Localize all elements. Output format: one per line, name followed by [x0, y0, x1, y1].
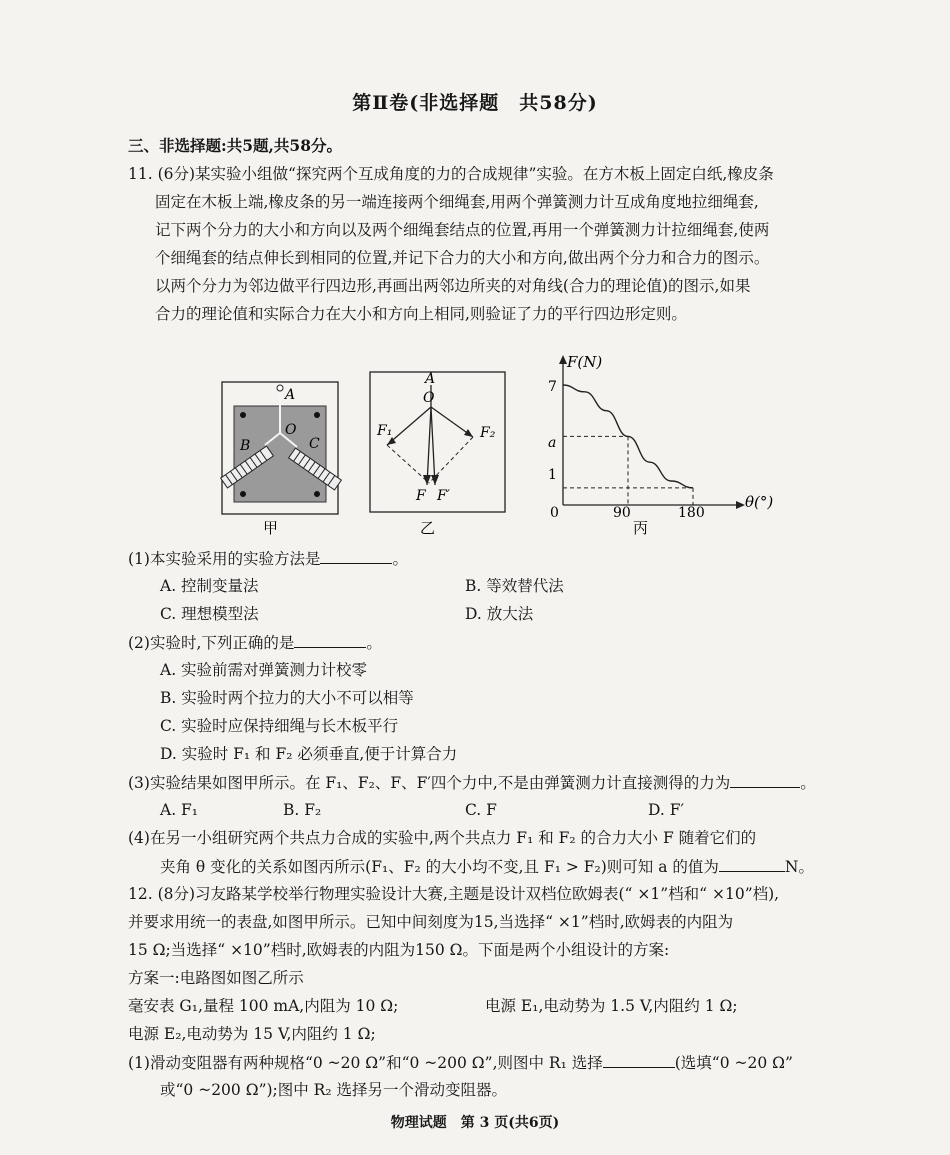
x-tick-90: 90: [613, 505, 631, 521]
label-F1: F₁: [377, 423, 393, 439]
q11-p2-option-D: D. 实验时 F₁ 和 F₂ 必须垂直,便于计算合力: [160, 745, 458, 763]
q11-p1-option-B: B. 等效替代法: [465, 577, 564, 595]
q11-p1-option-A: A. 控制变量法: [160, 577, 259, 595]
q12-line-2: 并要求用统一的表盘,如图甲所示。已知中间刻度为15,当选择“ ×1”档时,欧姆表的内阻为: [128, 913, 734, 931]
q11-part3: (3)实验结果如图甲所示。在 F₁、F₂、F、F′四个力中,不是由弹簧测力计直接测得的力为 。: [128, 771, 816, 794]
q12-meter: 毫安表 G₁,量程 100 mA,内阻为 10 Ω;: [128, 997, 399, 1015]
q11-p2-option-C: C. 实验时应保持细绳与长木板平行: [160, 717, 399, 735]
y-tick-1: 1: [548, 467, 557, 483]
label-F: F: [416, 488, 426, 504]
label-O-jia: O: [285, 422, 297, 438]
caption-bing: 丙: [633, 519, 649, 537]
q11-part1: (1)本实验采用的实验方法是 。: [128, 547, 408, 570]
page-footer: 物理试题 第 3 页(共6页): [390, 1115, 560, 1131]
q11-p3-option-B: B. F₂: [283, 801, 322, 819]
label-A-jia: A: [285, 387, 296, 403]
q11-line-2: 固定在木板上端,橡皮条的另一端连接两个细绳套,用两个弹簧测力计互成角度地拉细绳套,: [155, 193, 759, 211]
y-axis-arrow: [559, 355, 567, 364]
q11-p3-option-D: D. F′: [648, 801, 685, 819]
q11-p1-option-D: D. 放大法: [465, 605, 534, 623]
q11-line-6: 合力的理论值和实际合力在大小和方向上相同,则验证了力的平行四边形定则。: [155, 305, 687, 323]
figure-jia: [221, 382, 342, 537]
q12-line-3: 15 Ω;当选择“ ×10”档时,欧姆表的内阻为150 Ω。下面是两个小组设计的方案:: [128, 941, 670, 959]
q11-p2-option-A: A. 实验前需对弹簧测力计校零: [160, 661, 368, 679]
origin-label: 0: [550, 505, 559, 521]
y-tick-7: 7: [548, 379, 557, 395]
q11-line-5: 以两个分力为邻边做平行四边形,再画出两邻边所夹的对角线(合力的理论值)的图示,如果: [155, 277, 751, 295]
label-C-jia: C: [309, 436, 320, 452]
q11-line-3: 记下两个分力的大小和方向以及两个细绳套结点的位置,再用一个弹簧测力计拉细绳套,使两: [155, 221, 770, 239]
q11-part2: (2)实验时,下列正确的是 。: [128, 631, 382, 654]
q11-line-1: 11. (6分)某实验小组做“探究两个互成角度的力的合成规律”实验。在方木板上固定白纸,橡皮条: [128, 165, 774, 183]
x-axis-label: θ(°): [745, 493, 774, 511]
q11-part4-line2: 夹角 θ 变化的关系如图丙所示(F₁、F₂ 的大小均不变,且 F₁ > F₂)则可知 a 的值为 N。: [160, 855, 814, 878]
q11-p3-option-A: A. F₁: [160, 801, 199, 819]
label-B-jia: B: [240, 438, 251, 454]
x-tick-180: 180: [678, 505, 705, 521]
q11-part4-line1: (4)在另一小组研究两个共点力合成的实验中,两个共点力 F₁ 和 F₂ 的合力大小 F 随着它们的: [128, 829, 757, 847]
label-A-yi: A: [425, 371, 436, 387]
label-Fp: F′: [437, 488, 450, 504]
q12-source-e1: 电源 E₁,电动势为 1.5 V,内阻约 1 Ω;: [485, 997, 738, 1015]
figure-yi: [370, 371, 505, 537]
q12-part1-line1: (1)滑动变阻器有两种规格“0 ~20 Ω”和“0 ~200 Ω”,则图中 R₁ 选择 (选填“0 ~20 Ω”: [128, 1051, 793, 1074]
answer-blank-3[interactable]: [730, 771, 800, 788]
q11-p2-option-B: B. 实验时两个拉力的大小不可以相等: [160, 689, 414, 707]
q11-p1-option-C: C. 理想模型法: [160, 605, 259, 623]
q11-p3-option-C: C. F: [465, 801, 497, 819]
x-axis-arrow: [736, 501, 745, 509]
y-axis-label: F(N): [567, 353, 603, 371]
q11-figures: [205, 345, 774, 545]
figure-bing-chart: [548, 353, 773, 537]
label-F2: F₂: [480, 425, 496, 441]
answer-blank-1[interactable]: [320, 547, 392, 564]
part-title: 第Ⅱ卷(非选择题 共58分): [352, 92, 598, 114]
label-O-yi: O: [423, 390, 435, 406]
q12-source-e2: 电源 E₂,电动势为 15 V,内阻约 1 Ω;: [128, 1025, 376, 1043]
q11-line-4: 个细绳套的结点伸长到相同的位置,并记下合力的大小和方向,做出两个分力和合力的图示。: [155, 249, 770, 267]
section-heading: 三、非选择题:共5题,共58分。: [128, 136, 342, 155]
q12-line-1: 12. (8分)习友路某学校举行物理实验设计大赛,主题是设计双档位欧姆表(“ ×1”档和“ ×10”档),: [128, 885, 780, 903]
answer-blank-4[interactable]: [719, 855, 785, 872]
caption-yi: 乙: [420, 519, 436, 537]
q12-part1-line2: 或“0 ~200 Ω”);图中 R₂ 选择另一个滑动变阻器。: [160, 1081, 507, 1099]
caption-jia: 甲: [263, 519, 279, 537]
q12-line-4: 方案一:电路图如图乙所示: [128, 969, 304, 987]
answer-blank-5[interactable]: [603, 1051, 675, 1068]
answer-blank-2[interactable]: [294, 631, 366, 648]
y-tick-a: a: [548, 435, 557, 451]
